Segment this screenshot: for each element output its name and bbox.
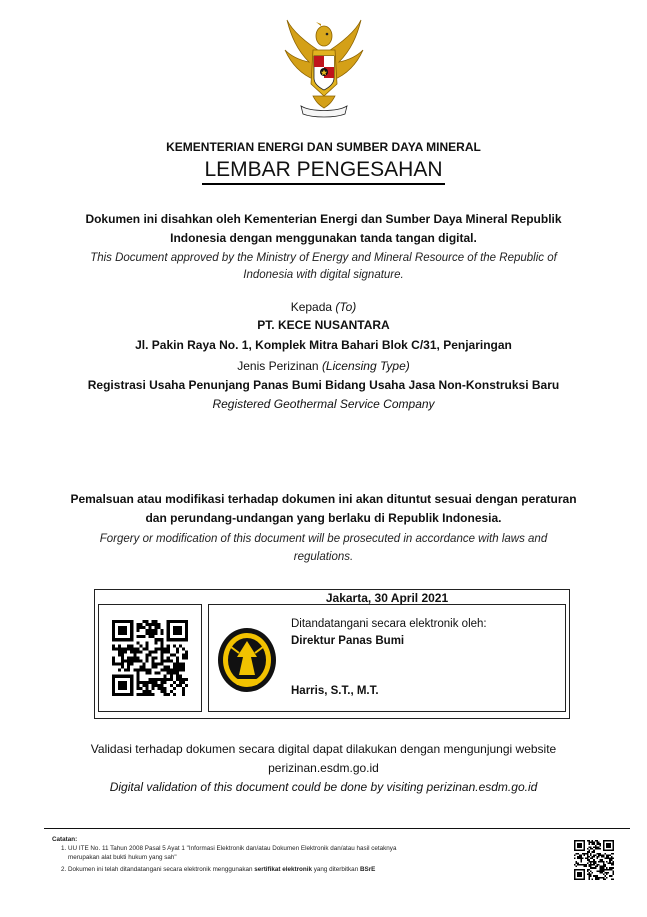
company-name: PT. KECE NUSANTARA [257, 318, 390, 332]
approval-en-line-2: Indonesia with digital signature. [243, 269, 404, 281]
license-type: Registrasi Usaha Penunjang Panas Bumi Bidang Usaha Jasa Non-Konstruksi Baru [87, 378, 560, 392]
note-1-line-1: UU ITE No. 11 Tahun 2008 Pasal 5 Ayat 1 "Informasi Elektronik dan/atau Dokumen Elektronik dan/atau hasil cetaknya [68, 845, 397, 852]
to-label-row [0, 298, 647, 317]
approval-en-line-1: This Document approved by the Ministry of Energy and Mineral Resource of the Republic of [90, 252, 557, 264]
validation-line-1: Validasi terhadap dokumen secara digital dapat dilakukan dengan mengunjungi website [90, 742, 557, 756]
signature-details [208, 604, 566, 712]
license-type-label: Jenis Perizinan [237, 359, 319, 373]
note-2-bold: sertifikat elektronik [254, 866, 312, 873]
note-2-bsre: BSrE [359, 866, 376, 873]
warning-line-2: dan perundang-undangan yang berlaku di Republik Indonesia. [145, 511, 502, 525]
approval-statement-en [40, 250, 607, 284]
warning-statement-en [40, 530, 607, 566]
approval-line-1: Dokumen ini disahkan oleh Kementerian Energi dan Sumber Daya Mineral Republik [85, 212, 562, 226]
warning-statement [40, 490, 607, 528]
signer-name: Harris, S.T., M.T. [291, 685, 379, 697]
note-2-mid: yang diterbitkan [313, 866, 359, 873]
ministry-name: KEMENTERIAN ENERGI DAN SUMBER DAYA MINERAL [166, 140, 481, 154]
note-2-text: Dokumen ini telah ditandatangani secara elektronik menggunakan [68, 866, 253, 873]
warning-en-line-1: Forgery or modification of this document will be prosecuted in accordance with laws and [99, 533, 548, 545]
validation-website[interactable]: perizinan.esdm.go.id [268, 761, 379, 775]
notes-heading: Catatan: [52, 836, 78, 843]
license-type-en: Registered Geothermal Service Company [212, 397, 435, 411]
license-type-label-row [0, 357, 647, 376]
approval-line-2: Indonesia dengan menggunakan tanda tangan digital. [170, 231, 477, 245]
license-type-label-en: (Licensing Type) [321, 359, 410, 373]
qr-code-icon [112, 620, 188, 696]
page-title-text: LEMBAR PENGESAHAN [202, 158, 444, 185]
note-item-2 [68, 865, 552, 874]
page-title [0, 158, 647, 182]
signer-position: Direktur Panas Bumi [291, 635, 405, 647]
to-label-en: (To) [335, 300, 357, 314]
note-item-1 [68, 844, 552, 862]
signature-place-date: Jakarta, 30 April 2021 [325, 591, 449, 605]
footer-notes [52, 835, 552, 874]
warning-line-1: Pemalsuan atau modifikasi terhadap dokumen ini akan dituntut sesuai dengan peraturan [70, 492, 577, 506]
qr-code-small-icon [574, 840, 614, 880]
footer-divider [44, 828, 630, 829]
warning-en-line-2: regulations. [293, 551, 354, 563]
note-1-line-2: merupakan alat bukti hukum yang sah" [68, 854, 177, 861]
to-label: Kepada [290, 300, 333, 314]
qr-code-frame [98, 604, 202, 712]
esdm-seal-icon [217, 627, 277, 693]
signed-by-label: Ditandatangani secara elektronik oleh: [291, 618, 487, 630]
validation-text-en: Digital validation of this document could be done by visiting perizinan.esdm.go.id [109, 780, 538, 794]
company-address: Jl. Pakin Raya No. 1, Komplek Mitra Bahari Blok C/31, Penjaringan [135, 338, 512, 352]
garuda-emblem-icon [283, 14, 365, 118]
approval-statement [40, 210, 607, 248]
validation-text [0, 740, 647, 778]
